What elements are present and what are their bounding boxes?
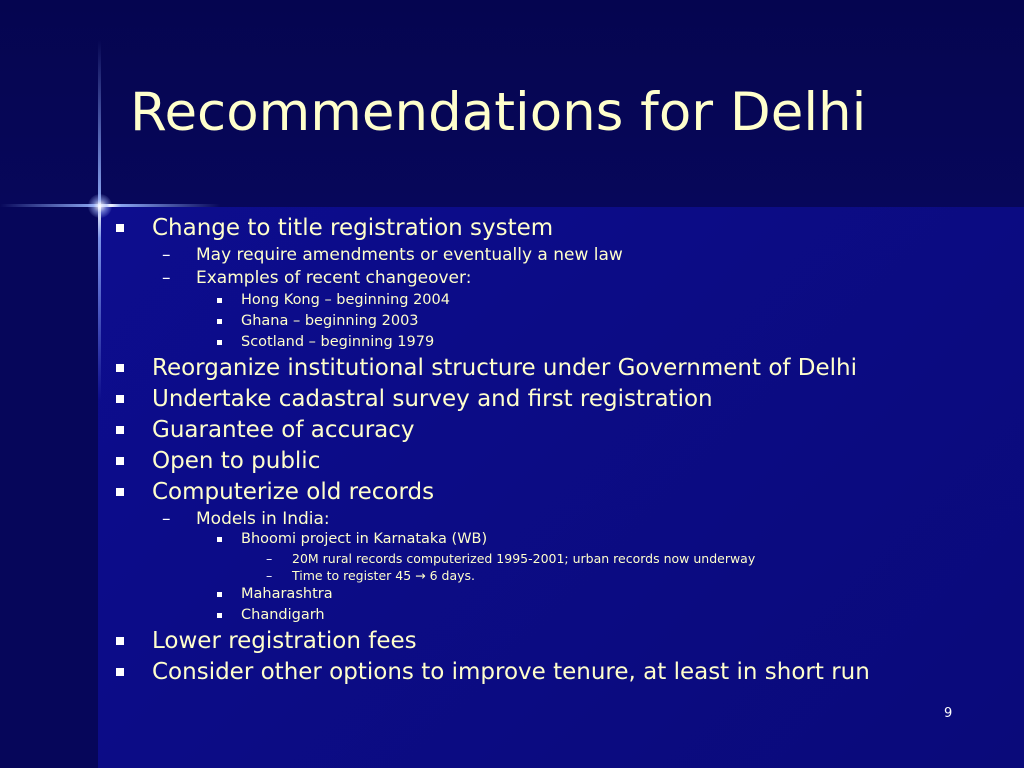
outline-item-text: Ghana – beginning 2003 [241, 313, 419, 329]
outline-item [241, 607, 325, 623]
outline-item-text: Models in India: [196, 509, 330, 529]
dash-bullet-icon: – [162, 509, 171, 529]
outline-item [241, 334, 434, 350]
light-flare-vertical [98, 40, 101, 400]
outline-item [152, 479, 434, 505]
square-bullet-icon [116, 395, 124, 403]
outline-item-text: Guarantee of accuracy [152, 417, 415, 443]
outline-item-text: Lower registration fees [152, 628, 417, 654]
outline-item [152, 215, 553, 241]
dash-bullet-icon: – [162, 268, 171, 288]
outline-item [241, 313, 419, 329]
outline-item [162, 268, 472, 288]
outline-item-text: Scotland – beginning 1979 [241, 334, 435, 350]
outline-item [266, 568, 475, 583]
square-bullet-icon [217, 340, 222, 345]
outline-item-text: Hong Kong – beginning 2004 [241, 292, 450, 308]
dash-bullet-icon: – [266, 551, 273, 566]
dash-bullet-icon: – [162, 245, 171, 265]
outline-item [241, 586, 333, 602]
outline-item-text: Consider other options to improve tenure, at least in short run [152, 659, 870, 685]
outline-item [152, 417, 415, 443]
square-bullet-icon [116, 426, 124, 434]
outline-item-text: Computerize old records [152, 479, 435, 505]
outline-item [241, 292, 450, 308]
light-flare-center [88, 194, 112, 218]
left-band [0, 207, 98, 768]
outline-item [152, 386, 713, 412]
slide-number: 9 [944, 706, 953, 721]
square-bullet-icon [217, 537, 222, 542]
outline-item [152, 448, 320, 474]
outline-item-text: May require amendments or eventually a new law [196, 245, 623, 265]
dash-bullet-icon: – [266, 568, 273, 583]
outline-item-text: Open to public [152, 448, 321, 474]
outline-item [152, 628, 417, 654]
square-bullet-icon [217, 319, 222, 324]
outline-item-text: Change to title registration system [152, 215, 554, 241]
outline-item [152, 355, 857, 381]
outline-item [152, 659, 870, 685]
outline-item [241, 531, 487, 547]
outline-item-text: Time to register 45 → 6 days. [292, 568, 475, 583]
outline-item-text: Examples of recent changeover: [196, 268, 472, 288]
square-bullet-icon [116, 668, 124, 676]
outline-item [266, 551, 756, 566]
square-bullet-icon [116, 457, 124, 465]
outline-item-text: 20M rural records computerized 1995-2001; urban records now underway [292, 551, 756, 566]
slide-title: Recommendations for Delhi [130, 82, 867, 143]
outline-item [162, 245, 623, 265]
square-bullet-icon [116, 224, 124, 232]
outline-item-text: Chandigarh [241, 607, 325, 623]
square-bullet-icon [116, 364, 124, 372]
outline-item-text: Bhoomi project in Karnataka (WB) [241, 531, 488, 547]
square-bullet-icon [217, 298, 222, 303]
square-bullet-icon [217, 592, 222, 597]
square-bullet-icon [116, 488, 124, 496]
square-bullet-icon [116, 637, 124, 645]
outline-item-text: Reorganize institutional structure under Government of Delhi [152, 355, 858, 381]
outline-item-text: Undertake cadastral survey and first registration [152, 386, 713, 412]
square-bullet-icon [217, 613, 222, 618]
outline-item-text: Maharashtra [241, 586, 333, 602]
outline-item [162, 509, 330, 529]
